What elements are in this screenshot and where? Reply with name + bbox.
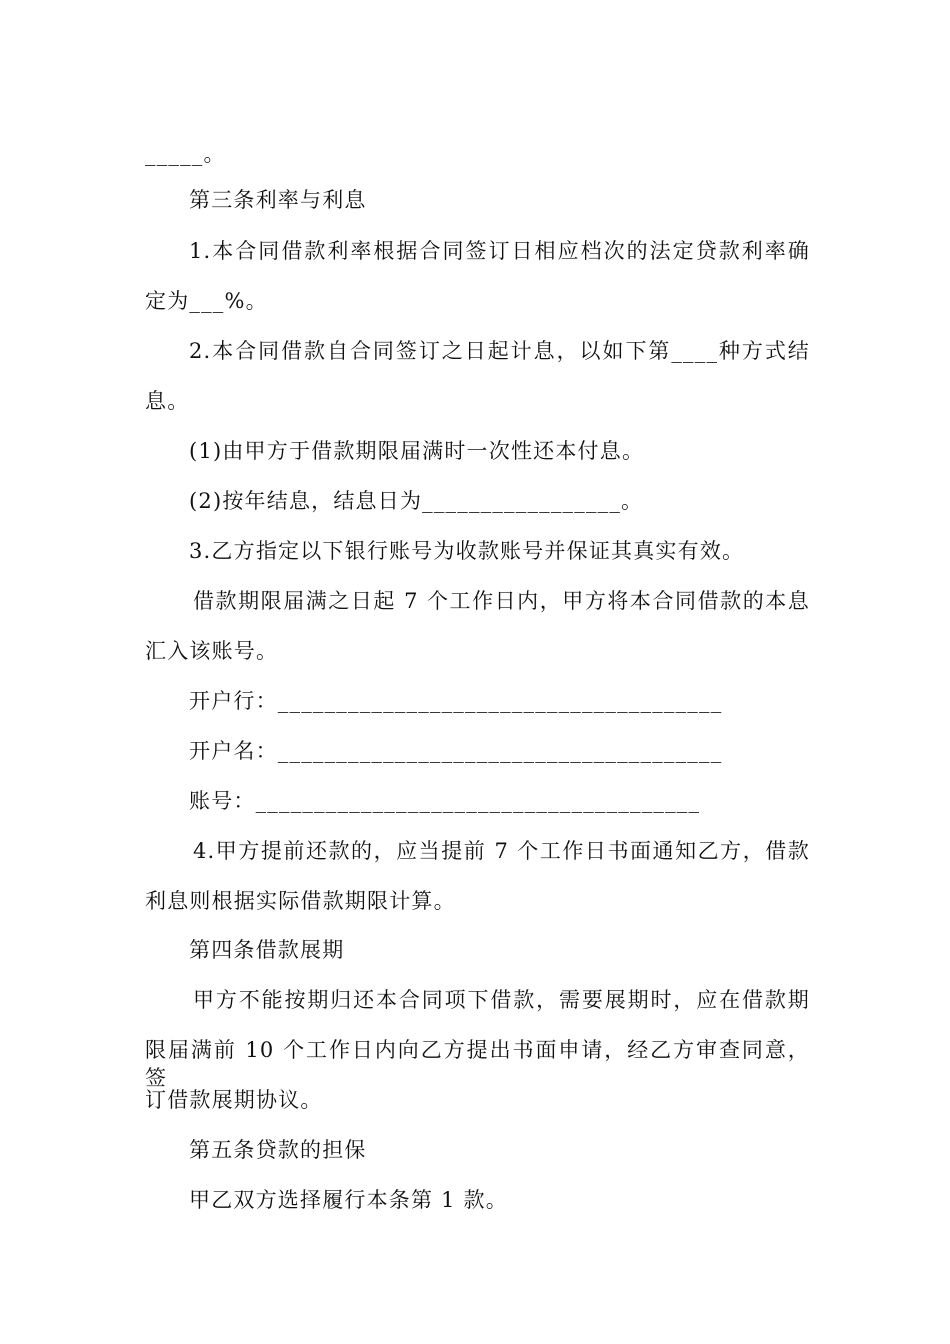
option-2: (2)按年结息，结息日为_________________。 — [189, 489, 644, 513]
article-3-heading: 第三条利率与利息 — [189, 188, 367, 212]
article-5-heading: 第五条贷款的担保 — [189, 1138, 367, 1162]
clause-3-4-line-1: 4.甲方提前还款的，应当提前 7 个工作日书面通知乙方，借款 — [193, 839, 810, 863]
clause-3-1-line-1: 1.本合同借款利率根据合同签订日相应档次的法定贷款利率确 — [189, 239, 810, 263]
clause-3-1-line-2: 定为___%。 — [145, 289, 268, 313]
repayment-line-1: 借款期限届满之日起 7 个工作日内，甲方将本合同借款的本息 — [193, 589, 810, 613]
blank-line-end: _____。 — [145, 142, 226, 166]
repayment-line-2: 汇入该账号。 — [145, 639, 279, 663]
clause-3-2-line-1: 2.本合同借款自合同签订之日起计息，以如下第____种方式结 — [189, 339, 810, 363]
account-name-field: 开户名：______________________________________ — [189, 739, 723, 763]
article-5-line-1: 甲乙双方选择履行本条第 1 款。 — [189, 1188, 508, 1212]
article-4-line-3: 订借款展期协议。 — [145, 1088, 323, 1112]
clause-3-4-line-2: 利息则根据实际借款期限计算。 — [145, 889, 456, 913]
account-number-field: 账号：______________________________________ — [189, 789, 701, 813]
article-4-line-1: 甲方不能按期归还本合同项下借款，需要展期时，应在借款期 — [193, 988, 810, 1012]
clause-3-3: 3.乙方指定以下银行账号为收款账号并保证其真实有效。 — [189, 539, 745, 563]
bank-name-field: 开户行：______________________________________ — [189, 689, 723, 713]
article-4-heading: 第四条借款展期 — [189, 938, 345, 962]
option-1: (1)由甲方于借款期限届满时一次性还本付息。 — [189, 439, 645, 463]
clause-3-2-line-2: 息。 — [145, 389, 190, 413]
article-4-line-2: 限届满前 10 个工作日内向乙方提出书面申请，经乙方审查同意，签 — [145, 1038, 810, 1090]
